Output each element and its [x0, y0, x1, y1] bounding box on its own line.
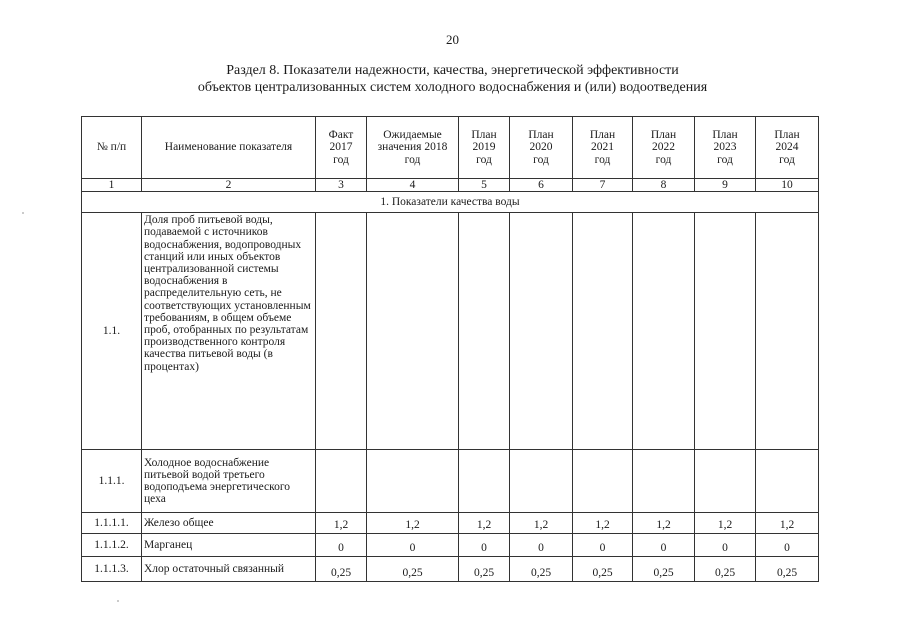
row-num: 1.1.1.1. [82, 513, 142, 534]
header-num: № п/п [82, 117, 142, 179]
row-value [756, 450, 819, 513]
header-year-2020: План 2020 год [510, 117, 573, 179]
header-name: Наименование показателя [142, 117, 316, 179]
header-year-2021: План 2021 год [573, 117, 633, 179]
section-row [82, 192, 819, 213]
row-num: 1.1.1.3. [82, 557, 142, 582]
row-name: Марганец [142, 534, 316, 557]
row-value: 0 [573, 534, 633, 557]
row-value: 0 [367, 534, 459, 557]
row-value [510, 213, 573, 450]
row-num: 1.1.1.2. [82, 534, 142, 557]
header-year-2017: Факт 2017 год [316, 117, 367, 179]
column-number: 2 [142, 179, 316, 192]
header-year-2019: План 2019 год [459, 117, 510, 179]
section-title: 1. Показатели качества воды [82, 192, 819, 213]
row-value: 1,2 [367, 513, 459, 534]
row-value: 1,2 [510, 513, 573, 534]
column-number: 5 [459, 179, 510, 192]
column-number: 1 [82, 179, 142, 192]
row-value [633, 213, 695, 450]
row-value: 1,2 [316, 513, 367, 534]
page-number: 20 [446, 32, 459, 47]
row-name: Холодное водоснабжение питьевой водой третьего водоподъема энергетического цеха [142, 450, 316, 513]
row-value [316, 450, 367, 513]
row-value [367, 213, 459, 450]
row-value [367, 450, 459, 513]
table-header-row [82, 117, 819, 179]
row-value [510, 450, 573, 513]
row-value: 0 [633, 534, 695, 557]
row-value: 1,2 [573, 513, 633, 534]
row-value: 0,25 [459, 557, 510, 582]
column-number: 4 [367, 179, 459, 192]
row-value: 1,2 [695, 513, 756, 534]
row-value [573, 213, 633, 450]
indicators-table [81, 116, 819, 582]
column-number: 3 [316, 179, 367, 192]
row-value: 0,25 [573, 557, 633, 582]
row-name: Железо общее [142, 513, 316, 534]
row-num: 1.1.1. [82, 450, 142, 513]
table-row [82, 213, 819, 450]
row-value: 0 [695, 534, 756, 557]
row-value: 0,25 [756, 557, 819, 582]
row-value: 0,25 [695, 557, 756, 582]
section-heading [0, 62, 905, 96]
column-number-row [82, 179, 819, 192]
column-number: 7 [573, 179, 633, 192]
row-value: 1,2 [756, 513, 819, 534]
row-value: 1,2 [459, 513, 510, 534]
row-value: 0 [510, 534, 573, 557]
row-num: 1.1. [82, 213, 142, 450]
row-value [633, 450, 695, 513]
heading-line-1: Раздел 8. Показатели надежности, качества, энергетической эффективности [226, 63, 679, 78]
row-value [573, 450, 633, 513]
row-value: 0,25 [510, 557, 573, 582]
row-value: 0 [756, 534, 819, 557]
table-row [82, 450, 819, 513]
scan-speck [117, 600, 119, 602]
heading-line-2: объектов централизованных систем холодного водоснабжения и (или) водоотведения [197, 80, 708, 95]
row-value: 0,25 [633, 557, 695, 582]
row-value [459, 450, 510, 513]
row-name: Хлор остаточный связанный [142, 557, 316, 582]
header-year-2022: План 2022 год [633, 117, 695, 179]
row-value: 0 [316, 534, 367, 557]
row-value [756, 213, 819, 450]
column-number: 8 [633, 179, 695, 192]
row-value [316, 213, 367, 450]
row-value: 1,2 [633, 513, 695, 534]
column-number: 9 [695, 179, 756, 192]
row-value: 0 [459, 534, 510, 557]
table-row [82, 534, 819, 557]
row-value [459, 213, 510, 450]
header-year-2018: Ожидаемые значения 2018 год [367, 117, 459, 179]
column-number: 6 [510, 179, 573, 192]
column-number: 10 [756, 179, 819, 192]
header-year-2024: План 2024 год [756, 117, 819, 179]
scan-speck [22, 212, 24, 214]
row-value [695, 450, 756, 513]
table-row [82, 557, 819, 582]
row-value: 0,25 [316, 557, 367, 582]
header-year-2023: План 2023 год [695, 117, 756, 179]
row-value [695, 213, 756, 450]
row-name: Доля проб питьевой воды, подаваемой с источников водоснабжения, водопроводных станций или иных объектов централизованной системы водоснабжения в распределительную сеть, не соответствующих установленным требованиям, в общем объеме проб, отобранных по результатам производственного контроля качества питьевой воды (в процентах) [142, 213, 316, 450]
row-value: 0,25 [367, 557, 459, 582]
table-row [82, 513, 819, 534]
